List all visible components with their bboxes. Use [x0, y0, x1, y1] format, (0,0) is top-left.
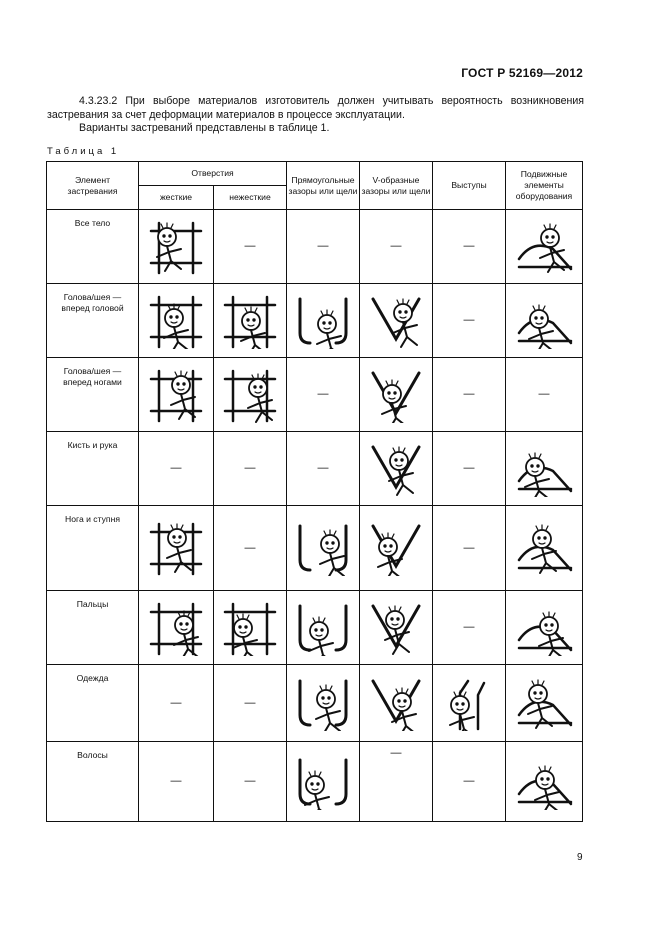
cell-rigid [139, 591, 214, 665]
cell-rigid [139, 432, 214, 506]
row-label: Одежда [47, 665, 139, 742]
empty-dash: — [244, 541, 256, 554]
table-row [47, 284, 583, 358]
cell-rigid [139, 210, 214, 284]
empty-dash: — [463, 541, 475, 554]
cell-rigid [139, 506, 214, 591]
entrapment-illustration-icon [365, 520, 427, 576]
row-label: Все тело [47, 210, 139, 284]
cell-nonrigid [214, 506, 287, 591]
cell-protrusions [433, 742, 506, 822]
cell-nonrigid [214, 432, 287, 506]
table-caption: Таблица 1 [47, 146, 120, 157]
cell-protrusions [433, 665, 506, 742]
empty-dash: — [170, 696, 182, 709]
empty-dash: — [244, 696, 256, 709]
cell-nonrigid [214, 591, 287, 665]
cell-v-gaps [360, 665, 433, 742]
empty-dash: — [244, 462, 256, 474]
entrapment-illustration-icon [365, 367, 427, 423]
cell-v-gaps [360, 742, 433, 822]
empty-dash: — [463, 621, 475, 633]
table-row [47, 742, 583, 822]
entrapment-illustration-icon [513, 754, 575, 810]
entrapment-illustration-icon [365, 600, 427, 656]
table-row [47, 506, 583, 591]
empty-dash: — [317, 240, 329, 252]
cell-rect-gaps [287, 665, 360, 742]
empty-dash: — [170, 462, 182, 474]
table-row [47, 665, 583, 742]
row-label: Волосы [47, 742, 139, 822]
cell-nonrigid [214, 358, 287, 432]
entrapment-illustration-icon [292, 754, 354, 810]
cell-rect-gaps [287, 432, 360, 506]
header-element: Элемент застревания [47, 162, 139, 210]
empty-dash: — [244, 775, 256, 787]
cell-rect-gaps [287, 591, 360, 665]
cell-rigid [139, 742, 214, 822]
empty-dash: — [317, 462, 329, 474]
cell-rect-gaps [287, 742, 360, 822]
empty-dash: — [317, 388, 329, 400]
entrapment-illustration-icon [292, 520, 354, 576]
header-nonrigid: нежесткие [214, 186, 287, 210]
cell-protrusions [433, 506, 506, 591]
cell-v-gaps [360, 432, 433, 506]
intro-text [47, 95, 584, 136]
header-openings: Отверстия [139, 162, 287, 186]
empty-dash: — [463, 462, 475, 474]
entrapment-illustration-icon [292, 293, 354, 349]
entrapment-illustration-icon [219, 367, 281, 423]
entrapment-illustration-icon [513, 600, 575, 656]
entrapment-illustration-icon [513, 219, 575, 275]
header-v-gaps: V-образные зазоры или щели [360, 162, 433, 210]
cell-v-gaps [360, 506, 433, 591]
intro-paragraph-1: 4.3.23.2 При выборе материалов изготовитель должен учитывать вероятность возникновения застревания за счет деформации материалов в процессе эксплуатации. [47, 95, 584, 121]
row-label: Кисть и рука [47, 432, 139, 506]
cell-rigid [139, 284, 214, 358]
cell-nonrigid [214, 665, 287, 742]
entrapment-illustration-icon [292, 600, 354, 656]
header-rect-gaps: Прямоугольные зазоры или щели [287, 162, 360, 210]
cell-rect-gaps [287, 210, 360, 284]
empty-dash: — [244, 240, 256, 252]
entrapment-illustration-icon [365, 293, 427, 349]
row-label: Нога и ступня [47, 506, 139, 591]
cell-nonrigid [214, 742, 287, 822]
cell-protrusions [433, 358, 506, 432]
cell-rigid [139, 358, 214, 432]
cell-v-gaps [360, 210, 433, 284]
empty-dash: — [463, 240, 475, 252]
cell-moving-parts [506, 210, 583, 284]
cell-moving-parts [506, 665, 583, 742]
table-row [47, 432, 583, 506]
entrapment-illustration-icon [145, 520, 207, 576]
empty-dash: — [463, 388, 475, 400]
cell-rigid [139, 665, 214, 742]
cell-nonrigid [214, 284, 287, 358]
cell-moving-parts [506, 742, 583, 822]
table-row [47, 591, 583, 665]
cell-protrusions [433, 591, 506, 665]
entrapment-illustration-icon [513, 675, 575, 731]
entrapment-illustration-icon [292, 675, 354, 731]
header-protrusions: Выступы [433, 162, 506, 210]
entrapment-illustration-icon [145, 219, 207, 275]
cell-moving-parts [506, 432, 583, 506]
entrapment-illustration-icon [145, 293, 207, 349]
empty-dash: — [538, 388, 550, 400]
entrapment-illustration-icon [219, 293, 281, 349]
entrapment-illustration-icon [365, 441, 427, 497]
cell-rect-gaps [287, 506, 360, 591]
cell-v-gaps [360, 284, 433, 358]
entrapment-illustration-icon [365, 675, 427, 731]
header-rigid: жесткие [139, 186, 214, 210]
entrapment-table [46, 161, 583, 822]
cell-v-gaps [360, 358, 433, 432]
empty-dash: — [463, 314, 475, 326]
cell-rect-gaps [287, 358, 360, 432]
cell-moving-parts [506, 591, 583, 665]
cell-moving-parts [506, 506, 583, 591]
cell-protrusions [433, 210, 506, 284]
entrapment-illustration-icon [438, 675, 500, 731]
empty-dash: — [390, 747, 402, 759]
cell-protrusions [433, 284, 506, 358]
cell-v-gaps [360, 591, 433, 665]
cell-rect-gaps [287, 284, 360, 358]
row-label: Пальцы [47, 591, 139, 665]
row-label: Голова/шея — вперед ногами [47, 358, 139, 432]
cell-nonrigid [214, 210, 287, 284]
entrapment-illustration-icon [219, 600, 281, 656]
cell-protrusions [433, 432, 506, 506]
standard-header: ГОСТ Р 52169—2012 [461, 66, 583, 80]
cell-moving-parts [506, 358, 583, 432]
entrapment-illustration-icon [513, 293, 575, 349]
header-moving-parts: Подвижные элементы оборудования [506, 162, 583, 210]
entrapment-illustration-icon [513, 520, 575, 576]
empty-dash: — [463, 775, 475, 787]
entrapment-illustration-icon [145, 600, 207, 656]
page-number: 9 [577, 852, 583, 863]
entrapment-illustration-icon [145, 367, 207, 423]
row-label: Голова/шея — вперед головой [47, 284, 139, 358]
empty-dash: — [170, 775, 182, 787]
empty-dash: — [390, 240, 402, 252]
intro-paragraph-2: Варианты застреваний представлены в таблице 1. [79, 122, 330, 135]
cell-moving-parts [506, 284, 583, 358]
entrapment-illustration-icon [513, 441, 575, 497]
table-row [47, 210, 583, 284]
table-row [47, 358, 583, 432]
